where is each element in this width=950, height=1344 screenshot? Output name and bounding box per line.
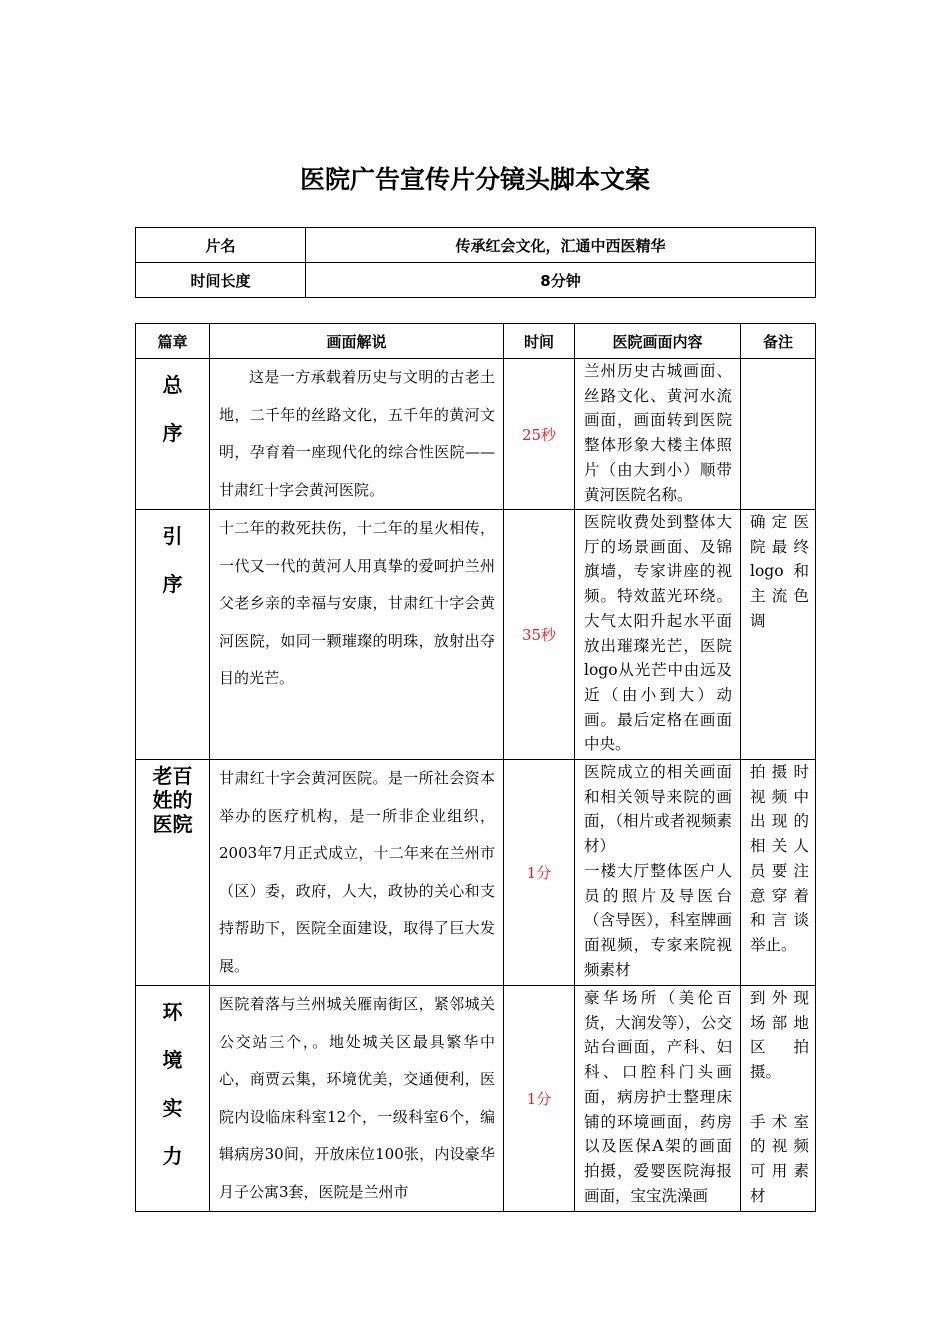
table-row <box>136 986 816 1212</box>
chapter-text: 引序 <box>162 524 183 596</box>
header-note: 备注 <box>741 324 816 359</box>
time-cell: 1分 <box>504 986 575 1212</box>
chapter-text: 环境实力 <box>162 1000 183 1168</box>
time-cell: 35秒 <box>504 510 575 760</box>
content-cell <box>575 760 741 986</box>
film-title-value: 传承红会文化，汇通中西医精华 <box>306 228 816 263</box>
table-row <box>136 510 816 760</box>
note-cell: 拍摄时视频中出现的相关人员要注意穿着和言谈举止。 <box>741 760 816 986</box>
content-cell: 医院收费处到整体大厅的场景画面、及锦旗墙，专家讲座的视频。特效蓝光环绕。大气太阳升起水平面放出璀璨光芒，医院logo从光芒中由远及近（由小到大）动画。最后定格在画面中央。 <box>575 510 741 760</box>
header-description: 画面解说 <box>210 324 504 359</box>
header-content: 医院画面内容 <box>575 324 741 359</box>
header-time: 时间 <box>504 324 575 359</box>
film-duration-value: 8分钟 <box>306 263 816 298</box>
chapter-cell <box>136 760 210 986</box>
note-paragraph: 到外现场部地区 拍摄。 <box>750 989 809 1082</box>
note-cell <box>741 986 816 1212</box>
table-row <box>136 760 816 986</box>
storyboard-table <box>135 323 816 1212</box>
note-paragraph: 手术室的视频可用素材 <box>750 1112 809 1205</box>
content-cell: 兰州历史古城画面、丝路文化、黄河水流画面，画面转到医院整体形象大楼主体照片（由大到小）顺带黄河医院名称。 <box>575 359 741 510</box>
film-title-label: 片名 <box>136 228 306 263</box>
chapter-cell <box>136 510 210 760</box>
chapter-text: 总序 <box>162 373 183 445</box>
time-cell: 1分 <box>504 760 575 986</box>
note-spacer <box>750 1085 809 1110</box>
chapter-text: 老百姓的医院 <box>152 764 193 836</box>
time-cell: 25秒 <box>504 359 575 510</box>
note-cell: 确定医院最终logo和主流色调 <box>741 510 816 760</box>
description-cell: 十二年的救死扶伤，十二年的星火相传，一代又一代的黄河人用真挚的爱呵护兰州父老乡亲的幸福与安康，甘肃红十字会黄河医院，如同一颗璀璨的明珠，放射出夺目的光芒。 <box>210 510 504 760</box>
film-info-table <box>135 227 816 298</box>
description-cell: 甘肃红十字会黄河医院。是一所社会资本举办的医疗机构，是一所非企业组织，2003年7月正式成立，十二年来在兰州市（区）委，政府，人大，政协的关心和支持帮助下，医院全面建设，取得了巨大发展。 <box>210 760 504 986</box>
chapter-cell <box>136 986 210 1212</box>
table-header-row <box>136 324 816 359</box>
document-title: 医院广告宣传片分镜头脚本文案 <box>299 165 650 194</box>
note-cell <box>741 359 816 510</box>
description-cell: 这是一方承载着历史与文明的古老土地，二千年的丝路文化，五千年的黄河文明，孕育着一座现代化的综合性医院——甘肃红十字会黄河医院。 <box>210 359 504 510</box>
film-duration-label: 时间长度 <box>136 263 306 298</box>
film-duration-row <box>136 263 816 298</box>
table-row <box>136 359 816 510</box>
header-chapter: 篇章 <box>136 324 210 359</box>
content-paragraph: 医院成立的相关画面和相关领导来院的画面，（相片或者视频素材） <box>584 763 732 856</box>
chapter-cell <box>136 359 210 510</box>
film-title-row <box>136 228 816 263</box>
content-cell: 豪华场所（美伦百货，大润发等），公交站台画面，产科、妇科、口腔科门头画面，病房护士整理床铺的环境画面，药房以及医保A架的画面拍摄，爱婴医院海报画面，宝宝洗澡画 <box>575 986 741 1212</box>
content-paragraph: 一楼大厅整体医户人员的照片及导医台（含导医），科室牌画面视频，专家来院视频素材 <box>584 861 732 979</box>
description-cell: 医院着落与兰州城关雁南街区，紧邻城关公交站三个，。地处城关区最具繁华中心，商贾云集，环境优美，交通便利，医院内设临床科室12个，一级科室6个，编辑病房30间，开放床位100张，内设豪华月子公寓3套，医院是兰州市 <box>210 986 504 1212</box>
